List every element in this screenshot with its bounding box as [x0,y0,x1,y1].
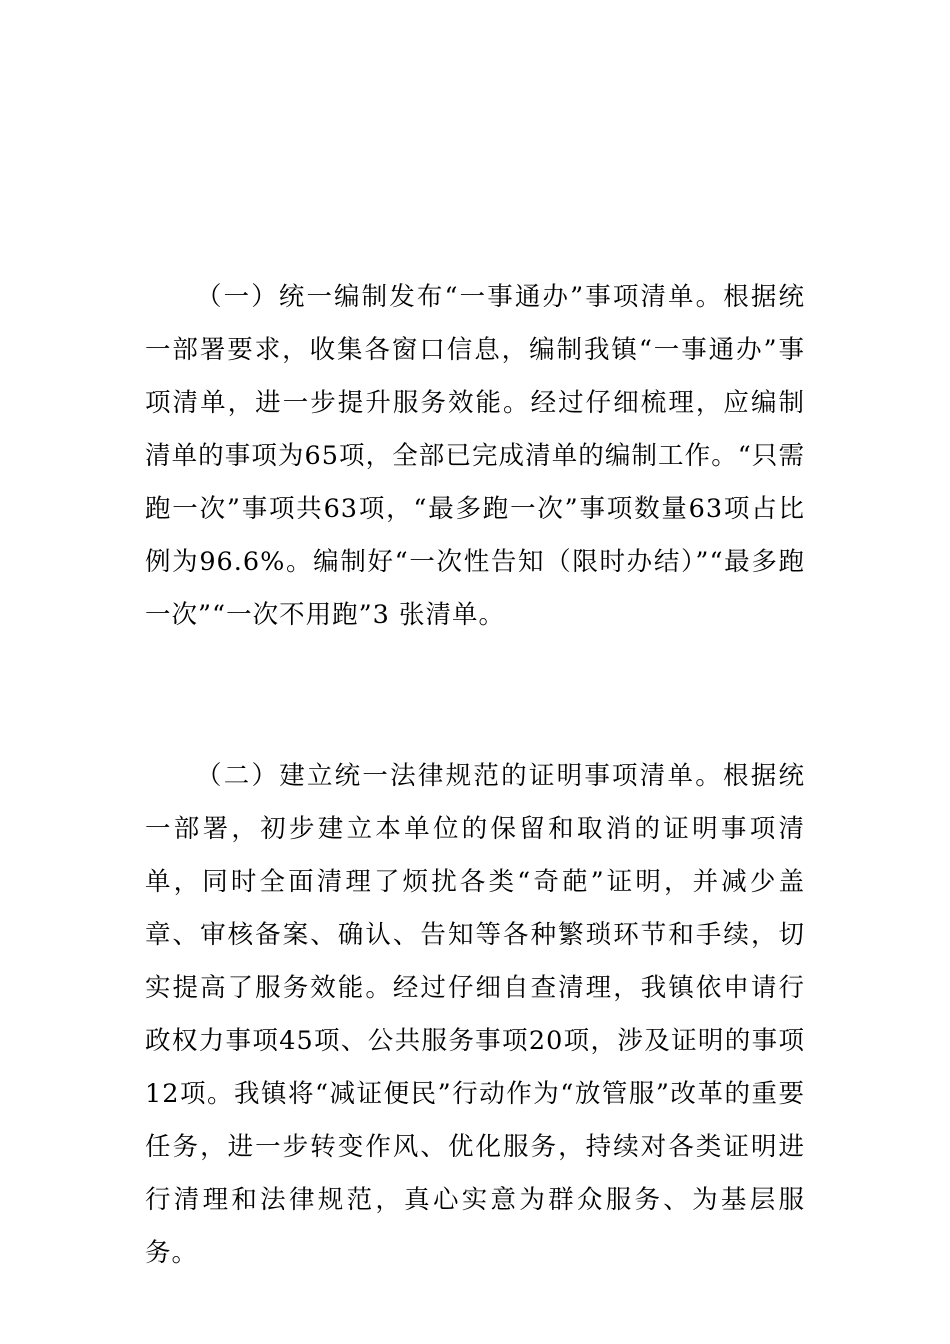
paragraph-certification-items-list: （二）建立统一法律规范的证明事项清单。根据统一部署，初步建立本单位的保留和取消的证明事项清单，同时全面清理了烦扰各类“奇葩”证明，并减少盖章、审核备案、确认、告知等各种繁琐环节和手续，切实提高了服务效能。经过仔细自查清理，我镇依申请行政权力事项45项、公共服务事项20项，涉及证明的事项12项。我镇将“减证便民”行动作为“放管服”改革的重要任务，进一步转变作风、优化服务，持续对各类证明进行清理和法律规范，真心实意为群众服务、为基层服务。 [145,761,805,1268]
paragraph-one-stop-service-list: （一）统一编制发布“一事通办”事项清单。根据统一部署要求，收集各窗口信息，编制我镇“一事通办”事项清单，进一步提升服务效能。经过仔细梳理，应编制清单的事项为65项，全部已完成清单的编制工作。“只需跑一次”事项共63项，“最多跑一次”事项数量63项占比例为96.6%。编制好“一次性告知（限时办结）”“最多跑一次”“一次不用跑”3 张清单。 [145,282,805,630]
